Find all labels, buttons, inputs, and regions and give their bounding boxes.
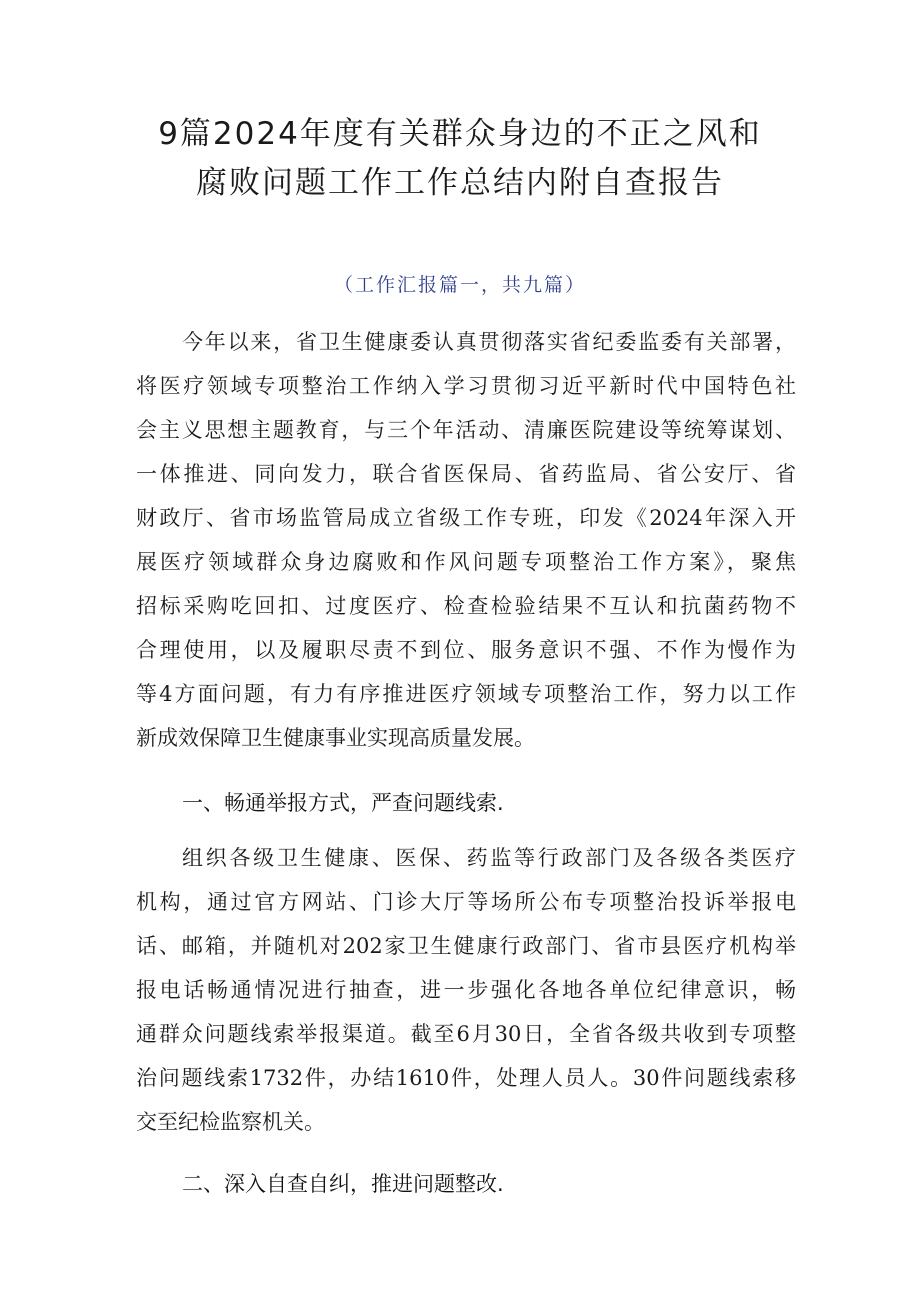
section-heading-1: 一、畅通举报方式，严查问题线索.	[182, 791, 504, 815]
paragraph-2-line: 组织各级卫生健康、医保、药监等行政部门及各级各类医疗	[182, 846, 796, 870]
paragraph-2-line: 话、邮箱，并随机对202家卫生健康行政部门、省市县医疗机构举	[136, 934, 796, 958]
paragraph-1-line: 等4方面问题，有力有序推进医疗领域专项整治工作，努力以工作	[136, 682, 796, 706]
document-subtitle: （工作汇报篇一，共九篇）	[333, 274, 586, 296]
paragraph-1-line: 会主义思想主题教育，与三个年活动、清廉医院建设等统筹谋划、	[136, 418, 796, 442]
paragraph-1-line: 一体推进、同向发力，联合省医保局、省药监局、省公安厅、省	[136, 462, 796, 486]
paragraph-1-line: 新成效保障卫生健康事业实现高质量发展。	[136, 726, 535, 750]
document-title-line-2: 腐败问题工作工作总结内附自查报告	[196, 165, 724, 201]
paragraph-2-line: 治问题线索1732件，办结1610件，处理人员人。30件问题线索移	[136, 1066, 796, 1090]
document-title-line-1: 9篇2024年度有关群众身边的不正之风和	[158, 116, 762, 152]
paragraph-2-line: 报电话畅通情况进行抽查，进一步强化各地各单位纪律意识，畅	[136, 978, 796, 1002]
paragraph-2-line: 通群众问题线索举报渠道。截至6月30日，全省各级共收到专项整	[136, 1022, 796, 1046]
paragraph-1-line: 今年以来，省卫生健康委认真贯彻落实省纪委监委有关部署，	[182, 330, 796, 354]
paragraph-1-line: 招标采购吃回扣、过度医疗、检查检验结果不互认和抗菌药物不	[136, 594, 796, 618]
paragraph-2-line: 机构，通过官方网站、门诊大厅等场所公布专项整治投诉举报电	[136, 890, 796, 914]
section-heading-2: 二、深入自查自纠，推进问题整改.	[182, 1172, 504, 1196]
paragraph-1-line: 财政厅、省市场监管局成立省级工作专班，印发《2024年深入开	[136, 506, 796, 530]
paragraph-2-line: 交至纪检监察机关。	[136, 1110, 325, 1134]
paragraph-1-line: 合理使用，以及履职尽责不到位、服务意识不强、不作为慢作为	[136, 638, 796, 662]
paragraph-1-line: 将医疗领域专项整治工作纳入学习贯彻习近平新时代中国特色社	[136, 374, 796, 398]
paragraph-1-line: 展医疗领域群众身边腐败和作风问题专项整治工作方案》，聚焦	[136, 550, 796, 574]
